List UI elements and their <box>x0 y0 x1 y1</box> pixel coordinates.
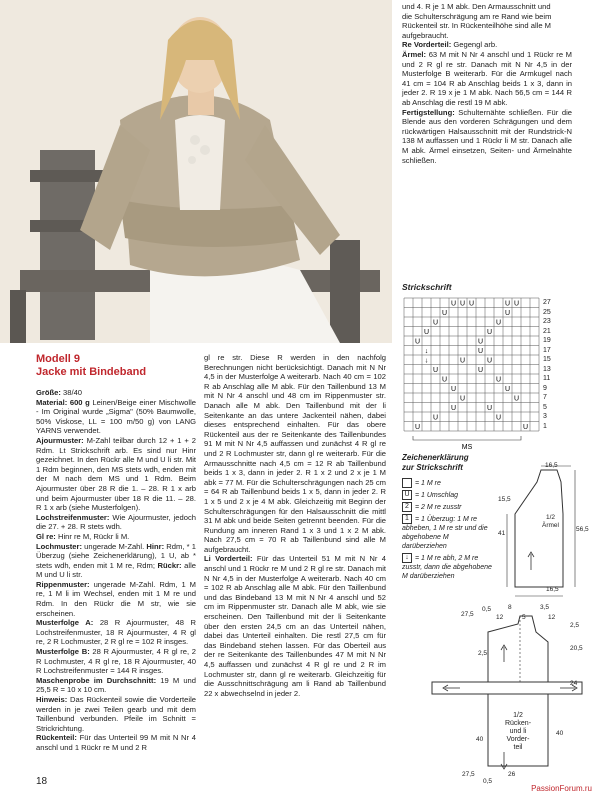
ajourmuster-text: M-Zahl teilbar durch 12 + 1 + 2 Rdm. Lt Strickschrift arb. Es sind nur Hinr gezeichnet. In den Rückr alle M und U li str. Mit 1 Rdm beginnen, den MS stets wdh, enden mit der M nach dem MS und 1 Rdm. Beim Ajourmuster über 28 R die 1. – 28. R 1 x arb und beim Ajourmuster über 18 R die 11. – 28. R 1 x arb (siehe Musterfolgen). <box>36 435 196 513</box>
body-dim-r3: 24 <box>570 680 578 687</box>
gl-re-text: Hinr re M, Rückr li M. <box>55 531 130 541</box>
chart-symbol: ↓ <box>424 348 429 355</box>
rueckenteil-text: Für das Unterteil 99 M mit N Nr 4 anschl und 1 Rückr re M und 2 R <box>36 733 196 752</box>
chart-symbol: U <box>441 310 448 317</box>
rueckenteil-label: Rückenteil: <box>36 733 77 743</box>
sleeve-dim-cap: 15,5 <box>498 496 511 503</box>
body-dim-t3: 8 <box>508 604 512 611</box>
fertigstellung-paragraph <box>402 108 572 166</box>
continuation-line-3: Rückenteil str. In Rückenteilhöhe sind alle M <box>402 21 551 31</box>
chart-symbol: U <box>486 405 493 412</box>
col1-paragraph <box>36 398 196 436</box>
chart-symbol: U <box>459 357 466 365</box>
continuation-line-1: und 4. R je 1 M abk. Den Armausschnitt und <box>402 2 551 11</box>
chart-symbol: U <box>459 300 466 308</box>
chart-symbol: U <box>486 357 493 365</box>
li-vorderteil-label: Li Vorderteil: <box>204 554 253 564</box>
chart-row-number: 15 <box>543 356 551 363</box>
fertigstellung-text: Schulternähte schließen. Für die Blende aus den vorderen Schrägungen und dem rückwärtigen Halsausschnitt mit der Rundstrick-N 138 M auffassen und 1 Rückr li M str. Danach alle M abk. Ärmel einsetzen, Seiten- und Ärmelnähte schließen. <box>402 107 572 165</box>
sleeve-dim-top: 16,5 <box>545 462 558 469</box>
column-2 <box>204 353 386 698</box>
continuation-line-2: die Schulterschrägung am re Rand wie beim <box>402 11 552 21</box>
body-dim-l1: 2,5 <box>478 650 488 657</box>
chart-row-number: 25 <box>543 308 551 316</box>
body-dim-l2: 40 <box>476 736 484 743</box>
col1-paragraph <box>36 676 196 695</box>
body-dim-b3: 26 <box>508 771 516 778</box>
lochmuster-label: Lochmuster: <box>36 541 82 551</box>
chart-row-number: 27 <box>543 299 551 306</box>
chart-symbol: U <box>504 386 511 393</box>
legend-item <box>402 553 492 581</box>
ms-bracket <box>413 436 521 440</box>
col2-paragraph <box>204 554 386 698</box>
chart-symbol: U <box>495 414 502 422</box>
lochmuster-rueckr-label: Rückr: <box>157 560 182 570</box>
sleeve-schematic <box>485 462 595 612</box>
body-dim-t4: 3,5 <box>540 604 550 611</box>
col1-paragraph <box>36 513 196 532</box>
model-name: Jacke mit Bindeband <box>36 366 147 378</box>
chart-symbol: U <box>522 424 529 431</box>
chart-row-number: 19 <box>543 337 551 344</box>
col1-paragraph <box>36 647 196 676</box>
groesse-text: 38/40 <box>60 388 83 397</box>
chart-row-number: 9 <box>543 384 547 392</box>
chart-symbol: U <box>450 405 457 412</box>
body-dim-t2: 0,5 <box>482 606 492 613</box>
groesse-label: Größe: <box>36 388 61 397</box>
musterfolge-b-text: 28 R Ajourmuster, 4 R gl re, 2 R Lochmuster, 4 R gl re, 18 R Ajourmuster, 40 R Lochstreifenmuster = 144 R insges. <box>36 647 197 676</box>
chart-symbol: U <box>414 338 421 346</box>
body-dim-r2: 20,5 <box>570 645 583 652</box>
legend-item-text: = 1 Überzug: 1 M re abheben, 1 M re str und die abgehobene M darüberziehen <box>402 515 488 550</box>
body-dim-t5: 12 <box>496 614 504 621</box>
sleeve-dim-bottom: 16,5 <box>546 586 559 593</box>
chart-row-number: 3 <box>543 413 547 420</box>
legend-item-text: = 2 M re zusstr <box>415 503 462 511</box>
legend-item <box>402 502 492 512</box>
col1-paragraph <box>36 532 196 542</box>
col1-paragraph <box>36 388 196 398</box>
sk2p-symbol: ↓ <box>402 553 412 563</box>
legend-title-line-2: zur Strickschrift <box>402 463 463 472</box>
material-label: Material: <box>36 397 68 407</box>
legend-item-text: = 1 M re <box>415 479 441 487</box>
chart-symbol: U <box>504 310 511 317</box>
body-label-line: teil <box>513 744 523 751</box>
body-label-line: 1/2 <box>513 712 523 719</box>
legend-title-line-1: Zeichenerklärung <box>402 453 469 462</box>
maschenprobe-label: Maschenprobe im Durchschnitt: <box>36 675 157 685</box>
body-dim-t6: 5 <box>522 614 526 621</box>
sleeve-dim-height-left: 41 <box>498 530 506 537</box>
aermel-label: Ärmel: <box>402 49 427 59</box>
hinweis-label: Hinweis: <box>36 695 68 704</box>
lochmuster-hinr-label: Hinr: <box>146 541 165 551</box>
lochmuster-hinr-text: Rdm, * 1 Überzug (siehe Zeichenerklärung), 1 U, ab * stets wdh, enden mit 1 M re, Rdm; <box>36 541 196 570</box>
chart-symbol: U <box>477 367 484 374</box>
col1-paragraph <box>36 733 196 752</box>
body-dim-b1: 27,5 <box>462 771 475 778</box>
body-dim-r1: 2,5 <box>570 622 580 629</box>
hinweis-text: Das Rückenteil sowie die Vorderteile werden in je zwei Teilen gearb und mit dem Taillenbund verbunden. Pfeile im Schnitt = Strickrichtung. <box>36 695 196 733</box>
body-dim-b2: 0,5 <box>483 778 493 785</box>
chart-grid <box>404 298 539 431</box>
chart-symbol: U <box>486 329 493 336</box>
continuation-line-4: aufgebraucht. <box>402 30 449 40</box>
lochstreifenmuster-text: Wie Ajourmuster, jedoch die 27. + 28. R stets wdh. <box>36 512 196 532</box>
body-dim-t1: 27,5 <box>461 611 474 618</box>
knit-chart <box>402 296 562 451</box>
legend-item-text: = 1 M re abh, 2 M re zusstr, dann die abgehobene M darüberziehen <box>402 554 492 580</box>
ajourmuster-label: Ajourmuster: <box>36 435 84 445</box>
maschenprobe-text: 19 M und 25,5 R = 10 x 10 cm. <box>36 675 196 695</box>
musterfolge-a-label: Musterfolge A: <box>36 618 94 628</box>
re-vorderteil-text: Gegengl arb. <box>451 40 498 50</box>
legend-item <box>402 514 492 551</box>
chart-row-number: 13 <box>543 365 551 373</box>
sleeve-label: 1/2 Ärmel <box>542 514 559 529</box>
right-top-column <box>402 2 572 165</box>
chart-title: Strickschrift <box>402 282 452 292</box>
aermel-paragraph <box>402 50 572 108</box>
chart-symbol: U <box>441 376 448 384</box>
body-label-line: und li <box>509 728 527 735</box>
chart-symbol: U <box>477 338 484 346</box>
gl-re-label: Gl re: <box>36 531 56 541</box>
legend-title <box>402 453 490 473</box>
body-label-line: Vorder- <box>506 736 530 743</box>
col1-paragraph <box>36 618 196 647</box>
re-vorderteil-paragraph <box>402 40 572 50</box>
chart-symbol: U <box>495 376 502 384</box>
musterfolge-a-text: 28 R Ajourmuster, 48 R Lochstreifenmuster, 18 R Ajourmuster, 4 R gl re, 2 R Lochmuster, 2 R gl re = 102 R insges. <box>36 618 196 647</box>
fertigstellung-label: Fertigstellung: <box>402 107 455 117</box>
legend-list <box>402 478 492 581</box>
col1-paragraph <box>36 436 196 513</box>
yarn-over-symbol: U <box>402 490 412 500</box>
column-1 <box>36 353 196 753</box>
legend-item <box>402 478 492 488</box>
lochmuster-text: ungerade M-Zahl. <box>82 541 147 551</box>
body-label <box>500 712 536 752</box>
rippenmuster-text: ungerade M-Zahl. Rdm, 1 M re, 1 M li im Wechsel, enden mit 1 M re und Rdm. In den Rückr die M str, wie sie erscheinen. <box>36 579 196 618</box>
chart-row-number: 1 <box>543 422 547 430</box>
legend-item <box>402 490 492 500</box>
chart-symbol: ↓ <box>424 357 429 365</box>
model-photo-illustration <box>0 0 392 343</box>
sleeve-dim-height-right: 56,5 <box>576 526 589 533</box>
body-schematic <box>420 602 590 782</box>
chart-symbol: U <box>450 386 457 393</box>
page-number: 18 <box>36 776 48 787</box>
col2-paragraph <box>204 353 386 554</box>
chart-row-number: 11 <box>543 375 551 382</box>
knit-stitch-symbol <box>402 478 412 488</box>
aermel-text: 63 M mit N Nr 4 anschl und 1 Rückr re M und 2 R gl re str. Danach mit N Nr 4,5 in der Musterfolge B weiterarb. Für die Armkugel nach 41 cm = 104 R ab Anschlag beids 1 x 3, dann in jeder 2. R 19 x je 1 M abk. Nach 56,5 cm = 144 R ab Anschlag die restl 19 M abk. <box>402 49 572 107</box>
chart-row-number: 17 <box>543 346 551 354</box>
k2tog-symbol: 2 <box>402 502 412 512</box>
body-dim-t7: 12 <box>548 614 556 621</box>
chart-symbol: U <box>513 300 520 308</box>
chart-symbol: U <box>432 319 439 327</box>
chart-symbol: U <box>513 395 520 403</box>
model-number: Modell 9 <box>36 353 81 365</box>
chart-symbol: U <box>432 367 439 374</box>
chart-row-number: 21 <box>543 327 551 335</box>
chart-row-number: 7 <box>543 394 547 401</box>
chart-symbol: U <box>468 300 475 308</box>
chart-symbol: U <box>423 329 430 336</box>
col1-paragraph <box>36 580 196 618</box>
body-dim-r4: 40 <box>556 730 564 737</box>
lochstreifenmuster-label: Lochstreifenmuster: <box>36 512 110 522</box>
body-label-line: Rücken- <box>504 720 532 727</box>
chart-symbol: U <box>504 300 511 308</box>
ms-label: MS <box>461 444 473 451</box>
chart-symbol: U <box>459 395 466 403</box>
rueckenteil-continued-text: gl re str. Diese R werden in den nachfolg Berechnungen nicht berücksichtigt. Danach mit N Nr 4,5 in der Musterfolge A weiterarb. Nach 40 cm = 102 R ab Anschlag alle M abk. Für den Taillenbund 13 M mit N Nr 4 anschl und 48 cm im Rippenmuster str. Danach alle M abk. Den Taillenbund mit der li Seitenkante an das untere Jackenteil nähen, dabei dieses entsprechend einhalten. Für das obere Rückenteil aus der re Seitenkante des Taillenbundes 91 M mit N Nr 4,5 auffassen und zunächst 4 R gl re und 2 R Lochmuster str, dann gl re weiterarb. Für die Armausschnitte nach 4,5 cm = 12 R ab Taillenbund beids 1 x 3, dann in jeder 2. R 1 x 2 und 2 x je 1 M abk = 77 M. Für die Schulterschrägungen nach 25 cm = 64 R ab Taillenbund beids 1 x 5, dann in jeder 2. R 1 x 5 und 2 x je 4 M abk. Gleichzeitig mit Beginn der Schulterschrägungen für den Halsausschnitt die mittl 31 M abk und beide Seiten getrennt beenden. Für die Rundung am inneren Rand 1 x 3 und 1 x 2 M abk. Nach 27,5 cm = 70 R ab Taillenbund sind alle M aufgebraucht. <box>204 353 386 554</box>
re-vorderteil-label: Re Vorderteil: <box>402 40 452 50</box>
material-text-2: Leinen/Beige einer Mischwolle - Im Original wurde „Sigma" (50% Baumwolle, 50% Viskose, LL = 100 m/50 g) von LANG YARNS verwendet. <box>36 397 197 436</box>
skp-symbol: 1 <box>402 514 412 524</box>
chart-symbol: U <box>432 414 439 422</box>
material-amount: 600 g <box>69 397 90 407</box>
legend-item-text: = 1 Umschlag <box>415 491 458 499</box>
chart-symbol: U <box>477 348 484 355</box>
site-watermark: PassionForum.ru <box>531 784 592 793</box>
chart-symbol: U <box>495 319 502 327</box>
li-vorderteil-text: Für das Unterteil 51 M mit N Nr 4 anschl und 1 Rückr re M und 2 R gl re str. Danach mit N Nr 4,5 in der Musterfolge A weiterarb. Nach 40 cm = 102 R ab Anschlag alle M abk. Für den Taillenbund und das Bindeband 13 M mit N Nr 4 anschl und 52 cm im Rippenmuster str. Danach alle M abk, wie sie erscheinen. Den Taillenbund mit der li Seitenkante über den ersten 24,5 cm an das Unterteil nähen, dabei das Unterteil einhalten. Die restl 27,5 cm für das Bindeband stehen lassen. Für das Oberteil aus der re Seitenkante des Taillenbundes 47 M mit N Nr 4,5 auffassen und zunächst 4 R gl re und 2 R im Lochmuster str, dann gl re weiterarb. Gleichzeitig für die Ausschnittschrägung am li Rand ab Taillenbund 22 x abwechselnd in jeder 2. <box>204 554 386 698</box>
col1-paragraph <box>36 695 196 733</box>
model-photo <box>0 0 392 343</box>
chart-row-number: 5 <box>543 403 547 411</box>
rippenmuster-label: Rippenmuster: <box>36 579 90 589</box>
lochmuster-rueckr-text: alle M und U li str. <box>36 560 196 580</box>
chart-symbol: U <box>450 300 457 308</box>
chart-row-number: 23 <box>543 318 551 325</box>
musterfolge-b-label: Musterfolge B: <box>36 647 90 657</box>
col1-paragraph <box>36 542 196 580</box>
chart-symbol: U <box>414 424 421 431</box>
